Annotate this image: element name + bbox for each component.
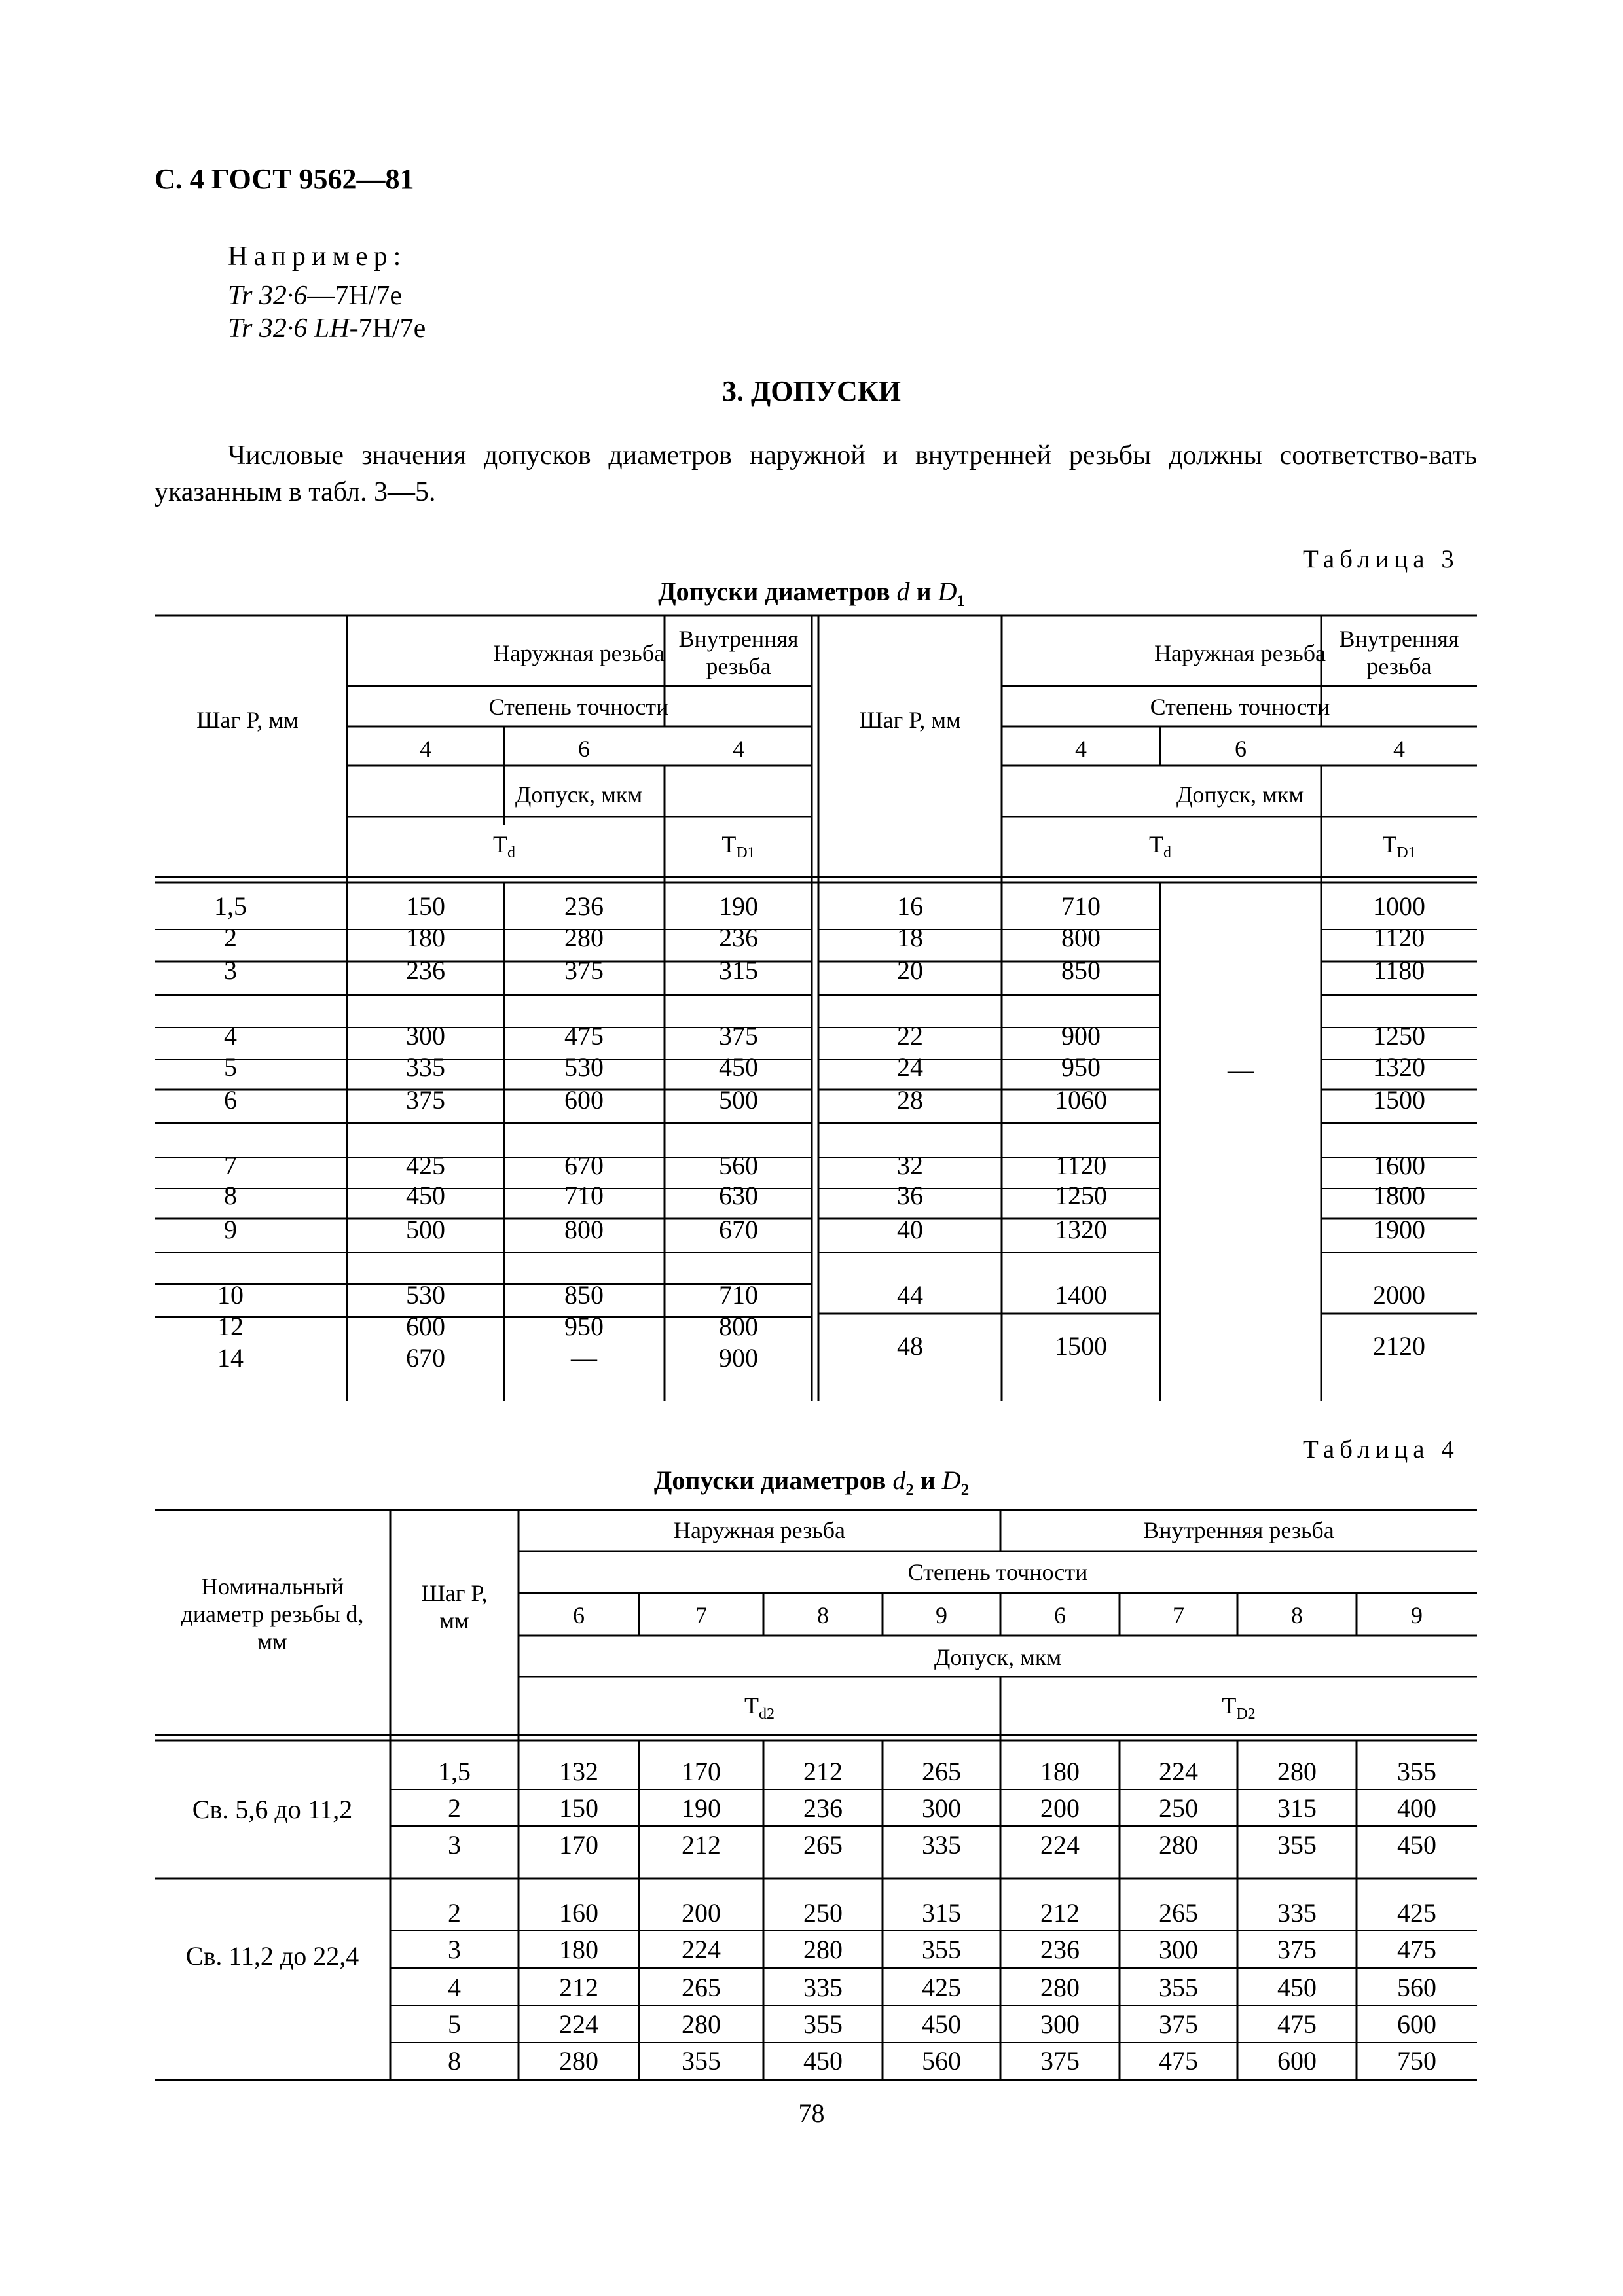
table3-inner-header-right-1: Внутренняя — [1339, 626, 1459, 652]
table3-left-cell: 670 — [564, 1151, 604, 1180]
table4-cell: 355 — [1397, 1757, 1436, 1786]
table4-cell: 375 — [1040, 2046, 1080, 2075]
table4-cell: 280 — [1277, 1757, 1317, 1786]
table3-TD1-right-sub: D1 — [1396, 844, 1416, 861]
table3-left-cell: 475 — [564, 1021, 604, 1050]
table3-grade-header-right: Степень точности — [1150, 694, 1330, 720]
table3-left-cell: 3 — [224, 956, 237, 985]
table3-right-cell: 950 — [1061, 1052, 1101, 1082]
table3-left-cell: 900 — [719, 1343, 758, 1372]
example-line-1-code: Tr 32·6 — [228, 281, 308, 311]
table3-left-cell: 600 — [406, 1312, 445, 1341]
table3-left-cell: 236 — [406, 956, 445, 985]
table3-left-cell: 450 — [406, 1181, 445, 1210]
table4-title-D-sub: 2 — [960, 1481, 970, 1499]
table4-pitch-header-1: Шаг P, — [421, 1580, 488, 1606]
table4-cell: 180 — [1040, 1757, 1080, 1786]
table3-TD1-left-sub: D1 — [736, 844, 756, 861]
table3-left-cell: 7 — [224, 1151, 237, 1180]
section-title: 3. ДОПУСКИ — [722, 375, 901, 407]
table4-cell: 560 — [1397, 1973, 1436, 2002]
table3-left-cell: 850 — [564, 1280, 604, 1310]
table4-TD2-sub: D2 — [1236, 1706, 1256, 1723]
table4-cell: 170 — [559, 1830, 598, 1859]
table3-left-cell: 710 — [719, 1280, 758, 1310]
table3-TD1-right-main: T — [1382, 831, 1397, 857]
table4-cell: 450 — [803, 2046, 843, 2075]
table4-cell: 400 — [1397, 1793, 1436, 1823]
table3-pitch-header-left: Шаг P, мм — [196, 707, 299, 733]
table4-cell: 265 — [1159, 1898, 1198, 1928]
table3-title-D-sub: 1 — [957, 592, 965, 610]
table3-grade-6-left: 6 — [578, 736, 590, 762]
table4-cell: 265 — [682, 1973, 721, 2002]
table4-cell: 3 — [448, 1935, 461, 1964]
table4-cell: 2 — [448, 1898, 461, 1928]
table3-left-cell: 530 — [564, 1052, 604, 1082]
table4-grade: 9 — [1411, 1602, 1423, 1628]
table3-right-cell: 1800 — [1373, 1181, 1425, 1210]
table4-Td2 — [744, 1693, 775, 1723]
table4-title-D: D — [941, 1465, 961, 1495]
table4-cell: 280 — [1040, 1973, 1080, 2002]
table4-cell: 2 — [448, 1793, 461, 1823]
table3-left-cell: 190 — [719, 891, 758, 921]
table4-TD2 — [1222, 1693, 1255, 1723]
table3-title-D: D — [938, 577, 957, 606]
table4-cell: 200 — [682, 1898, 721, 1928]
table3-title-text: Допуски диаметров — [658, 577, 897, 606]
table4-cell: 212 — [559, 1973, 598, 2002]
table3-left-cell: 375 — [406, 1085, 445, 1115]
table3-right-cell: 1000 — [1373, 891, 1425, 921]
table4-cell: 600 — [1277, 2046, 1317, 2075]
table3-left-cell: 315 — [719, 956, 758, 985]
table4-group-name: Св. 11,2 до 22,4 — [185, 1941, 359, 1971]
table3-grade-6-right: 6 — [1235, 736, 1247, 762]
table3-left-cell: 2 — [224, 923, 237, 952]
table3-left-cell: 630 — [719, 1181, 758, 1210]
table4-cell: 450 — [1397, 1830, 1436, 1859]
example-line-2-tail: -7Н/7е — [349, 314, 426, 344]
table3-right-cell: 24 — [897, 1052, 923, 1082]
table3-grade-4b-right: 4 — [1393, 736, 1405, 762]
table3-Td-left-main: T — [493, 831, 507, 857]
table3-right-cell: 1320 — [1055, 1215, 1107, 1244]
table3-right-cell: 18 — [897, 923, 923, 952]
table4-cell: 190 — [682, 1793, 721, 1823]
table3-left-cell: 530 — [406, 1280, 445, 1310]
table3-right-cell: 1120 — [1373, 923, 1425, 952]
table4-cell: 280 — [1159, 1830, 1198, 1859]
table3-grade-4-right: 4 — [1075, 736, 1087, 762]
table4-cell: 300 — [1159, 1935, 1198, 1964]
table4-grade: 8 — [817, 1602, 829, 1628]
table3-left-cell: 600 — [564, 1085, 604, 1115]
table4-title-d: d — [892, 1465, 906, 1495]
table4-cell: 475 — [1397, 1935, 1436, 1964]
table4-cell: 280 — [682, 2009, 721, 2039]
table3-left-cell: 5 — [224, 1052, 237, 1082]
table3-right-cell: 1600 — [1373, 1151, 1425, 1180]
table4-cell: 224 — [1040, 1830, 1080, 1859]
table3-left-cell: 280 — [564, 923, 604, 952]
table4-grade: 6 — [1054, 1602, 1066, 1628]
table4-cell: 212 — [803, 1757, 843, 1786]
table4-tol-header: Допуск, мкм — [934, 1644, 1062, 1670]
table3-inner-header-left-2: резьба — [706, 653, 771, 679]
table3-right-cell: 36 — [897, 1181, 923, 1210]
table4-cell: 1,5 — [438, 1757, 471, 1786]
table4-cell: 236 — [803, 1793, 843, 1823]
table3-right-cell: 28 — [897, 1085, 923, 1115]
table3-left-cell: 560 — [719, 1151, 758, 1180]
table4-cell: 200 — [1040, 1793, 1080, 1823]
table3-right-cell: 40 — [897, 1215, 923, 1244]
table4-grade: 7 — [1173, 1602, 1184, 1628]
table4-cell: 425 — [1397, 1898, 1436, 1928]
table3-left-cell: 6 — [224, 1085, 237, 1115]
table3-left-cell: 180 — [406, 923, 445, 952]
table3-right-cell: 48 — [897, 1331, 923, 1361]
table4-cell: 375 — [1277, 1935, 1317, 1964]
table4-cell: 450 — [922, 2009, 961, 2039]
table3-right-cell: 44 — [897, 1280, 923, 1310]
table4-cell: 300 — [922, 1793, 961, 1823]
table3-right-cell: 1060 — [1055, 1085, 1107, 1115]
table4-cell: 132 — [559, 1757, 598, 1786]
table3-Td-right-sub: d — [1163, 844, 1171, 861]
table4-cell: 355 — [1159, 1973, 1198, 2002]
table4-outer-header: Наружная резьба — [673, 1517, 846, 1543]
table3-left-cell: 375 — [719, 1021, 758, 1050]
table4-grade: 8 — [1291, 1602, 1303, 1628]
table3-left-cell: 12 — [217, 1312, 244, 1341]
table3-title-d: d — [896, 577, 910, 606]
table4-cell: 335 — [922, 1830, 961, 1859]
table3-left-cell: 800 — [719, 1312, 758, 1341]
table4-grade: 9 — [936, 1602, 947, 1628]
table3-left-cell: 670 — [719, 1215, 758, 1244]
table3-left-cell: 8 — [224, 1181, 237, 1210]
table3-right-cell: 710 — [1061, 891, 1101, 921]
table3-Td-right-main: T — [1149, 831, 1163, 857]
table3-right-cell: 1250 — [1373, 1021, 1425, 1050]
table4-cell: 160 — [559, 1898, 598, 1928]
table3-left-cell: 710 — [564, 1181, 604, 1210]
table4-group-name: Св. 5,6 до 11,2 — [192, 1795, 353, 1824]
example-line-2-code: Tr 32·6 LH — [228, 314, 350, 344]
table4-inner-header: Внутренняя резьба — [1143, 1517, 1334, 1543]
table4-cell: 170 — [682, 1757, 721, 1786]
table3-right-cell: 22 — [897, 1021, 923, 1050]
table4-nominal-header-3: мм — [257, 1628, 287, 1655]
table4-cell: 560 — [922, 2046, 961, 2075]
table3-left-cell: 4 — [224, 1021, 237, 1050]
table3-right-cell: 1120 — [1055, 1151, 1107, 1180]
table4-cell: 600 — [1397, 2009, 1436, 2039]
table4-title-and: и — [913, 1465, 942, 1495]
table4-cell: 265 — [922, 1757, 961, 1786]
table3-Td-left-sub: d — [507, 844, 515, 861]
table3-right-dash: — — [1228, 1055, 1254, 1085]
table4-cell: 5 — [448, 2009, 461, 2039]
table4-cell: 224 — [682, 1935, 721, 1964]
table4-cell: 250 — [1159, 1793, 1198, 1823]
table3-right-cell: 1900 — [1373, 1215, 1425, 1244]
table4-grade-header: Степень точности — [907, 1559, 1088, 1585]
table4-grade: 7 — [695, 1602, 707, 1628]
table4-Td2-sub: d2 — [759, 1706, 775, 1723]
table3-left-cell: 14 — [217, 1343, 244, 1372]
table4-grade-values — [573, 1602, 1423, 1628]
table4-body — [186, 1757, 1436, 2075]
table3-left-cell: 236 — [719, 923, 758, 952]
table3-right-cell: 1180 — [1373, 956, 1425, 985]
table3-right-cell: 1250 — [1055, 1181, 1107, 1210]
table3-right-cell: 850 — [1061, 956, 1101, 985]
table4-title-d-sub: 2 — [905, 1481, 914, 1499]
table4-cell: 212 — [682, 1830, 721, 1859]
table3-left-cell: 375 — [564, 956, 604, 985]
table4-cell: 300 — [1040, 2009, 1080, 2039]
table3-left-cell: 450 — [719, 1052, 758, 1082]
table3-right-cell: 1500 — [1373, 1085, 1425, 1115]
table4-grade: 6 — [573, 1602, 585, 1628]
table3-right-cell: 800 — [1061, 923, 1101, 952]
table4-cell: 355 — [803, 2009, 843, 2039]
table4-cell: 425 — [922, 1973, 961, 2002]
table4-cell: 355 — [1277, 1830, 1317, 1859]
table3-left-cell: 236 — [564, 891, 604, 921]
table3-left-cell: 425 — [406, 1151, 445, 1180]
table3-grade-4-left: 4 — [420, 736, 431, 762]
table3-right-cell: 20 — [897, 956, 923, 985]
table4-cell: 224 — [1159, 1757, 1198, 1786]
table4-cell: 236 — [1040, 1935, 1080, 1964]
table3-left-cell: 950 — [564, 1312, 604, 1341]
table3-outer-header-left: Наружная резьба — [492, 640, 665, 666]
intro-paragraph: Числовые значения допусков диаметров наружной и внутренней резьбы должны соответство-вать указанным в табл. 3—5. — [155, 440, 1477, 507]
table4-cell: 280 — [803, 1935, 843, 1964]
table4-cell: 355 — [922, 1935, 961, 1964]
table3-label: Таблица 3 — [1303, 545, 1459, 573]
table4-cell: 212 — [1040, 1898, 1080, 1928]
table4-nominal-header-2: диаметр резьбы d, — [181, 1601, 364, 1627]
table3-TD1-left-main: T — [721, 831, 737, 857]
table4-cell: 315 — [1277, 1793, 1317, 1823]
table3-right-cell: 1320 — [1373, 1052, 1425, 1082]
table3-left-cell: 670 — [406, 1343, 445, 1372]
table4-cell: 8 — [448, 2046, 461, 2075]
table4-label: Таблица 4 — [1303, 1435, 1459, 1463]
table4-cell: 150 — [559, 1793, 598, 1823]
table4-cell: 475 — [1277, 2009, 1317, 2039]
page-header: С. 4 ГОСТ 9562—81 — [155, 163, 414, 195]
table4-Td2-main: T — [744, 1693, 759, 1719]
table4-cell: 335 — [803, 1973, 843, 2002]
table3-left-cell: 10 — [217, 1280, 244, 1310]
table3-inner-header-left-1: Внутренняя — [678, 626, 799, 652]
table3-right-cell: 16 — [897, 891, 923, 921]
table3-left-cell: 150 — [406, 891, 445, 921]
table3-right-cell: 900 — [1061, 1021, 1101, 1050]
table4-cell: 180 — [559, 1935, 598, 1964]
table4-cell: 4 — [448, 1973, 461, 2002]
table4-TD2-main: T — [1222, 1693, 1237, 1719]
table3-pitch-header-right: Шаг P, мм — [859, 707, 961, 733]
table3-tol-header-left: Допуск, мкм — [515, 781, 643, 808]
table4-cell: 750 — [1397, 2046, 1436, 2075]
table3-tol-header-right: Допуск, мкм — [1176, 781, 1304, 808]
table3-left-cell: 335 — [406, 1052, 445, 1082]
table3-left-cell: — — [571, 1343, 597, 1372]
example-label: Например: — [228, 242, 407, 272]
table3-grade-4b-left: 4 — [733, 736, 744, 762]
table4-pitch-header-2: мм — [439, 1607, 469, 1634]
example-line-1-tail: —7Н/7е — [307, 281, 403, 311]
table3-left-cell: 800 — [564, 1215, 604, 1244]
table3-right-cell: 1400 — [1055, 1280, 1107, 1310]
page-number: 78 — [798, 2098, 825, 2128]
table3-left-cell: 300 — [406, 1021, 445, 1050]
table3-outer-header-right: Наружная резьба — [1154, 640, 1326, 666]
table4-cell: 3 — [448, 1830, 461, 1859]
table3-right-cell: 1500 — [1055, 1331, 1107, 1361]
table4-nominal-header-1: Номинальный — [200, 1573, 344, 1600]
table4-cell: 265 — [803, 1830, 843, 1859]
table3-left-cell: 9 — [224, 1215, 237, 1244]
table4-cell: 224 — [559, 2009, 598, 2039]
table3-right-cell: 32 — [897, 1151, 923, 1180]
table3-right-cell: 2120 — [1373, 1331, 1425, 1361]
table3-title-and: и — [909, 577, 938, 606]
table3-grade-header-left: Степень точности — [488, 694, 669, 720]
table4-cell: 450 — [1277, 1973, 1317, 2002]
table4-title-text: Допуски диаметров — [653, 1465, 893, 1495]
table4-cell: 315 — [922, 1898, 961, 1928]
table4-cell: 475 — [1159, 2046, 1198, 2075]
table3-right-cell: 2000 — [1373, 1280, 1425, 1310]
table4-cell: 280 — [559, 2046, 598, 2075]
table4-cell: 375 — [1159, 2009, 1198, 2039]
table4-cell: 335 — [1277, 1898, 1317, 1928]
table3-inner-header-right-2: резьба — [1366, 653, 1432, 679]
table4-cell: 250 — [803, 1898, 843, 1928]
table3-left-cell: 1,5 — [214, 891, 247, 921]
table3-left-cell: 500 — [406, 1215, 445, 1244]
table3-left-cell: 500 — [719, 1085, 758, 1115]
table4-cell: 355 — [682, 2046, 721, 2075]
